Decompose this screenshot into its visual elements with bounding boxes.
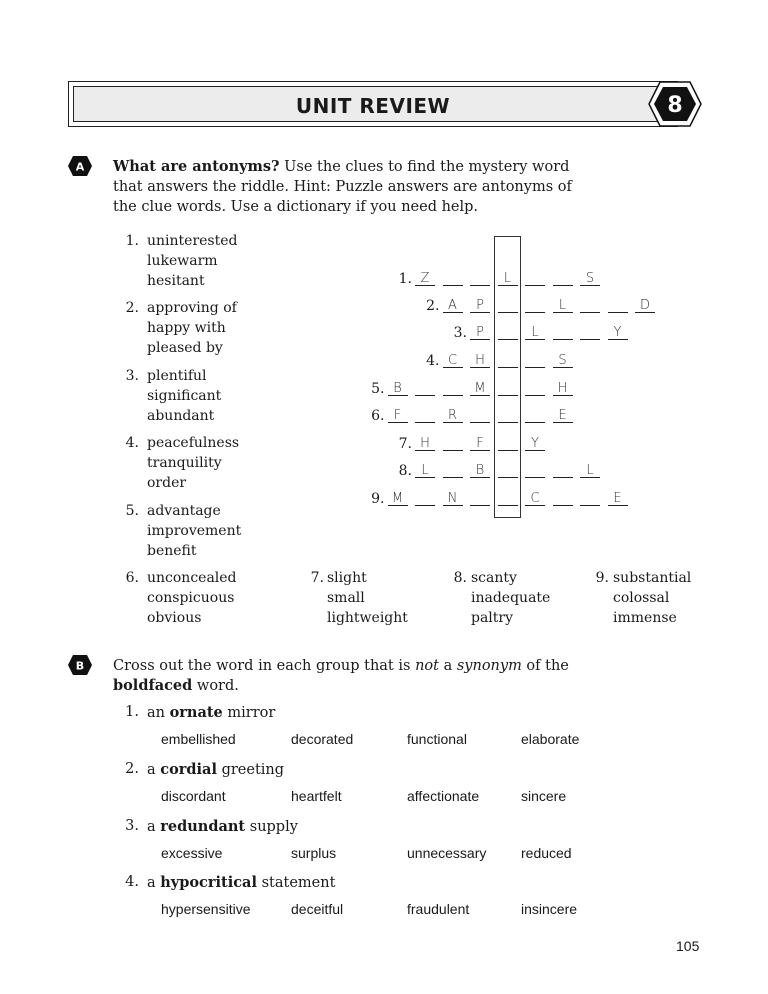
answer-blank[interactable]: [415, 407, 435, 423]
synonym-choice[interactable]: fraudulent: [407, 901, 470, 917]
given-letter: Y: [531, 436, 539, 451]
clue-word: lightweight: [327, 610, 408, 626]
synonym-choice[interactable]: affectionate: [407, 788, 480, 804]
given-letter: B: [393, 381, 402, 396]
puzzle-row-number: 8.: [398, 463, 412, 479]
clue-number: 4.: [125, 435, 139, 451]
answer-blank[interactable]: [470, 407, 490, 423]
synonym-choice[interactable]: excessive: [161, 845, 223, 861]
answer-blank[interactable]: [443, 435, 463, 451]
clue-words: [147, 501, 241, 561]
clue-word: substantial: [613, 570, 692, 586]
unit-review-banner: [68, 81, 678, 127]
synonym-choice[interactable]: functional: [407, 731, 467, 747]
boldfaced-word: redundant: [160, 818, 246, 835]
answer-blank[interactable]: [470, 270, 490, 286]
clue-words: [613, 568, 691, 628]
clue-word: significant: [147, 388, 222, 404]
boldfaced-word: ornate: [169, 704, 223, 721]
answer-blank[interactable]: [580, 324, 600, 340]
given-letter: H: [557, 381, 568, 396]
clue-words: [147, 366, 221, 426]
given-letter: H: [420, 436, 430, 451]
given-letter: P: [476, 325, 484, 340]
synonym-choice[interactable]: insincere: [521, 901, 578, 917]
given-letter: S: [585, 271, 595, 286]
clue-word: colossal: [613, 590, 670, 606]
banner-inner: [73, 86, 673, 122]
clue-word: pleased by: [147, 340, 223, 356]
synonym-choice[interactable]: surplus: [291, 845, 337, 861]
given-letter: B: [475, 463, 485, 478]
mystery-letter-blank[interactable]: [498, 352, 518, 368]
clue-word: small: [327, 590, 365, 606]
instruction-line-3: the clue words. Use a dictionary if you need help.: [113, 199, 479, 215]
given-letter: D: [639, 298, 650, 313]
synonym-choice[interactable]: hypersensitive: [161, 901, 251, 917]
unit-number-badge: [648, 80, 702, 128]
item-number: 3.: [125, 818, 139, 834]
given-letter: E: [558, 408, 567, 423]
synonym-choice[interactable]: discordant: [161, 788, 226, 804]
section-b-marker: [67, 654, 93, 676]
given-letter: F: [476, 436, 484, 451]
answer-blank[interactable]: [553, 462, 573, 478]
clue-word: hesitant: [147, 273, 205, 289]
mystery-letter-blank[interactable]: [498, 297, 518, 313]
given-letter: L: [421, 463, 429, 478]
answer-blank[interactable]: [470, 490, 490, 506]
svg-text:B: B: [75, 659, 85, 673]
clue-number: 8.: [453, 570, 467, 586]
clue-words: [327, 568, 408, 628]
clue-word: order: [147, 475, 187, 491]
clue-word: peacefulness: [147, 435, 240, 451]
item-number: 4.: [125, 874, 139, 890]
puzzle-row-number: 2.: [426, 298, 440, 314]
given-letter: S: [558, 353, 567, 368]
given-letter: H: [475, 353, 485, 368]
section-a-marker: [67, 155, 93, 177]
mystery-letter-blank[interactable]: [498, 435, 518, 451]
given-letter: F: [393, 408, 402, 423]
puzzle-row-number: 6.: [371, 408, 385, 424]
clue-words: [147, 568, 237, 628]
page-title: UNIT REVIEW: [295, 94, 451, 118]
clue-word: scanty: [471, 570, 517, 586]
section-b-instructions: Cross out the word in each group that is not a synonym of the boldfaced word.: [113, 658, 569, 694]
puzzle-row-number: 4.: [426, 353, 440, 369]
given-letter: E: [613, 491, 622, 506]
answer-blank[interactable]: [443, 270, 463, 286]
item-number: 1.: [125, 704, 139, 720]
clue-word: conspicuous: [147, 590, 235, 606]
mystery-letter-blank[interactable]: [498, 462, 518, 478]
given-letter: C: [530, 491, 540, 506]
synonym-choice[interactable]: reduced: [521, 845, 572, 861]
item-phrase: a redundant supply: [147, 818, 298, 835]
clue-number: 9.: [595, 570, 609, 586]
clue-words: [147, 298, 237, 358]
clue-word: slight: [327, 570, 367, 586]
mystery-letter-blank[interactable]: [498, 324, 518, 340]
answer-blank[interactable]: [580, 297, 600, 313]
puzzle-row-number: 9.: [371, 491, 385, 507]
clue-word: happy with: [147, 320, 226, 336]
clue-words: [147, 433, 239, 493]
boldfaced-word: hypocritical: [160, 874, 257, 891]
clue-word: unconcealed: [147, 570, 237, 586]
clue-word: improvement: [147, 523, 242, 539]
svg-text:A: A: [75, 160, 85, 174]
synonym-choice[interactable]: embellished: [161, 731, 236, 747]
synonym-choice[interactable]: heartfelt: [291, 788, 342, 804]
clue-word: paltry: [471, 610, 514, 626]
mystery-letter-blank[interactable]: [498, 490, 518, 506]
clue-number: 3.: [125, 368, 139, 384]
synonym-choice[interactable]: deceitful: [291, 901, 344, 917]
given-letter: Z: [420, 271, 430, 286]
synonym-choice[interactable]: decorated: [291, 731, 354, 747]
answer-blank[interactable]: [443, 380, 463, 396]
item-phrase: an ornate mirror: [147, 704, 276, 721]
synonym-choice[interactable]: sincere: [521, 788, 567, 804]
item-phrase: a cordial greeting: [147, 761, 285, 778]
answer-blank[interactable]: [525, 380, 545, 396]
clue-word: plentiful: [147, 368, 207, 384]
given-letter: R: [447, 408, 458, 423]
boldfaced-word: cordial: [160, 761, 217, 778]
given-letter: M: [391, 491, 404, 506]
answer-blank[interactable]: [608, 297, 628, 313]
item-phrase: a hypocritical statement: [147, 874, 336, 891]
clue-word: uninterested: [147, 233, 238, 249]
clue-word: abundant: [147, 408, 215, 424]
clue-word: immense: [613, 610, 677, 626]
given-letter: N: [447, 491, 458, 506]
clue-word: inadequate: [471, 590, 551, 606]
section-a-instructions: [113, 157, 572, 217]
answer-blank[interactable]: [553, 270, 573, 286]
synonym-choice[interactable]: unnecessary: [407, 845, 487, 861]
given-letter: P: [476, 298, 484, 313]
given-letter: L: [586, 463, 594, 478]
mystery-letter-blank[interactable]: [498, 380, 518, 396]
answer-blank[interactable]: [415, 380, 435, 396]
given-letter: Y: [613, 325, 622, 340]
answer-blank[interactable]: [553, 490, 573, 506]
clue-words: [471, 568, 550, 628]
clue-word: approving of: [147, 300, 237, 316]
puzzle-row-number: 7.: [398, 436, 412, 452]
puzzle-row-number: 1.: [398, 271, 412, 287]
clue-number: 5.: [125, 503, 139, 519]
given-letter: C: [447, 353, 458, 368]
answer-blank[interactable]: [443, 462, 463, 478]
answer-blank[interactable]: [580, 490, 600, 506]
answer-blank[interactable]: [525, 297, 545, 313]
synonym-choice[interactable]: elaborate: [521, 731, 580, 747]
mystery-letter-blank[interactable]: [498, 407, 518, 423]
puzzle-row-number: 3.: [453, 325, 467, 341]
instruction-line-1: Use the clues to find the mystery word: [279, 159, 570, 175]
answer-blank[interactable]: [415, 490, 435, 506]
answer-blank[interactable]: [525, 407, 545, 423]
page-number: 105: [676, 938, 700, 954]
clue-words: [147, 231, 237, 291]
clue-number: 6.: [125, 570, 139, 586]
clue-number: 1.: [125, 233, 139, 249]
answer-blank[interactable]: [525, 270, 545, 286]
instruction-line-2: that answers the riddle. Hint: Puzzle answers are antonyms of: [113, 179, 572, 195]
given-letter: A: [448, 298, 457, 313]
puzzle-row-number: 5.: [371, 381, 385, 397]
clue-number: 2.: [125, 300, 139, 316]
unit-number: 8: [667, 93, 683, 118]
clue-number: 7.: [310, 570, 324, 586]
given-letter: L: [503, 271, 512, 286]
given-letter: L: [558, 298, 567, 313]
answer-blank[interactable]: [525, 352, 545, 368]
clue-word: obvious: [147, 610, 202, 626]
item-number: 2.: [125, 761, 139, 777]
clue-word: lukewarm: [147, 253, 218, 269]
given-letter: M: [474, 381, 486, 396]
answer-blank[interactable]: [525, 462, 545, 478]
given-letter: L: [531, 325, 539, 340]
clue-word: tranquility: [147, 455, 222, 471]
answer-blank[interactable]: [553, 324, 573, 340]
clue-word: benefit: [147, 543, 197, 559]
instruction-heading: What are antonyms?: [113, 158, 280, 175]
clue-word: advantage: [147, 503, 221, 519]
